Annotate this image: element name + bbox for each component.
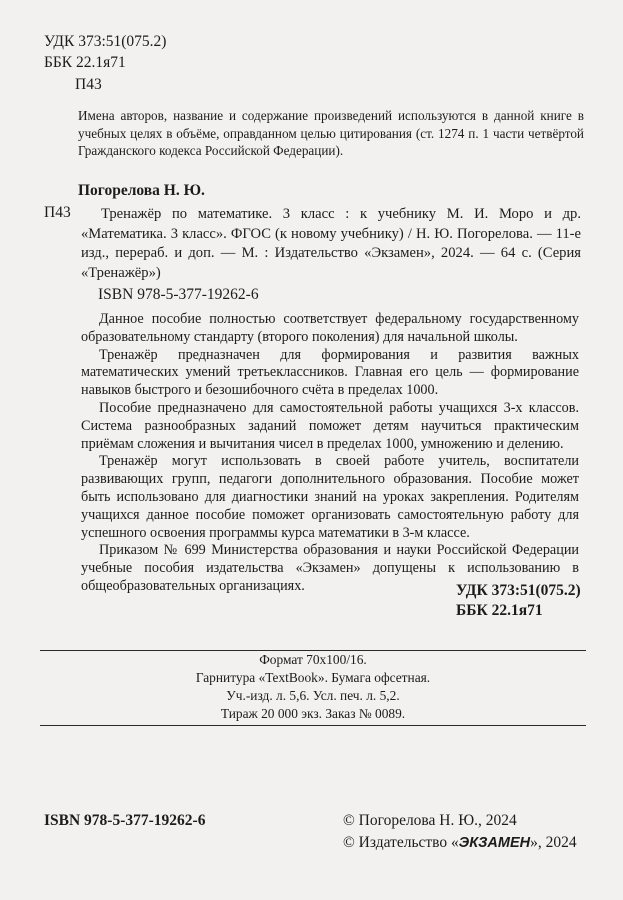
- annotation-paragraph: Приказом № 699 Министерства образования и науки Российской Федерации учебные пособия издательства «Экзамен» допущены к использованию в общеобразовательных организациях.: [81, 542, 579, 594]
- annotation-paragraph: Пособие предназначено для самостоятельной работы учащихся 3-х классов. Система разнообразных заданий поможет детям научиться практическим приёмам сложения и вычитания чисел в пределах 1000, умножению и делению.: [81, 399, 579, 452]
- imprint-bottom-rule: [40, 725, 586, 726]
- author-mark: П43: [75, 76, 102, 93]
- author-name: Погорелова Н. Ю.: [78, 182, 205, 199]
- imprint-typeface: Гарнитура «TextBook». Бумага офсетная.: [195, 670, 431, 685]
- imprint-sheets: Уч.-изд. л. 5,6. Усл. печ. л. 5,2.: [226, 688, 400, 703]
- annotation: [81, 311, 579, 596]
- imprint-print-run: Тираж 20 000 экз. Заказ № 0089.: [220, 706, 406, 721]
- publisher-name: ЭКЗАМЕН: [458, 835, 531, 851]
- imprint-format: Формат 70x100/16.: [259, 652, 367, 667]
- imprint-top-rule: [40, 650, 586, 651]
- annotation-paragraph: Тренажёр предназначен для формирования и развития важных математических умений третьеклассников. Главная его цель — формирование навыков быстрого и безошибочного счёта в пределах 1000.: [81, 346, 579, 399]
- copyright-publisher-suffix: », 2024: [530, 834, 577, 851]
- bbk-code: ББК 22.1я71: [44, 54, 126, 71]
- bbk-code-bold: ББК 22.1я71: [456, 602, 543, 619]
- copyright-author: © Погорелова Н. Ю., 2024: [343, 812, 517, 829]
- annotation-paragraph: Данное пособие полностью соответствует федеральному государственному образовательному стандарту (второго поколения) для начальной школы.: [81, 311, 579, 345]
- copyright-notice: [78, 107, 584, 160]
- biblio-description-text: Тренажёр по математике. 3 класс : к учебнику М. И. Моро и др. «Математика. 3 класс». ФГОС (к новому учебнику) / Н. Ю. Погорелова. — 11-е изд., перераб. и доп. — М. : Издательство «Экзамен», 2024. — 64 с. (Серия «Тренажёр»): [81, 206, 581, 281]
- footer-isbn: ISBN 978-5-377-19262-6: [44, 812, 206, 829]
- annotation-paragraph: Тренажёр могут использовать в своей работе учитель, воспитатели развивающих групп, педагоги дополнительного образования. Пособие может быть использовано для диагностики знаний на уроках закрепления. Родителям учащихся данное пособие поможет организовать самостоятельную работу для успешного освоения программы курса математики в 3-м классе.: [81, 453, 579, 541]
- biblio-description: [81, 205, 581, 283]
- biblio-mark: П43: [44, 204, 71, 221]
- copyright-publisher: [343, 834, 577, 852]
- udk-code: УДК 373:51(075.2): [44, 33, 167, 50]
- copyright-publisher-prefix: © Издательство «: [343, 834, 459, 851]
- biblio-isbn: ISBN 978-5-377-19262-6: [98, 286, 259, 303]
- udk-code-bold: УДК 373:51(075.2): [456, 582, 581, 599]
- copyright-notice-text: Имена авторов, название и содержание произведений используются в данной книге в учебных целях в объёме, оправданном целью цитирования (ст. 1274 п. 1 части четвёртой Гражданского кодекса Российской Федерации).: [78, 108, 584, 158]
